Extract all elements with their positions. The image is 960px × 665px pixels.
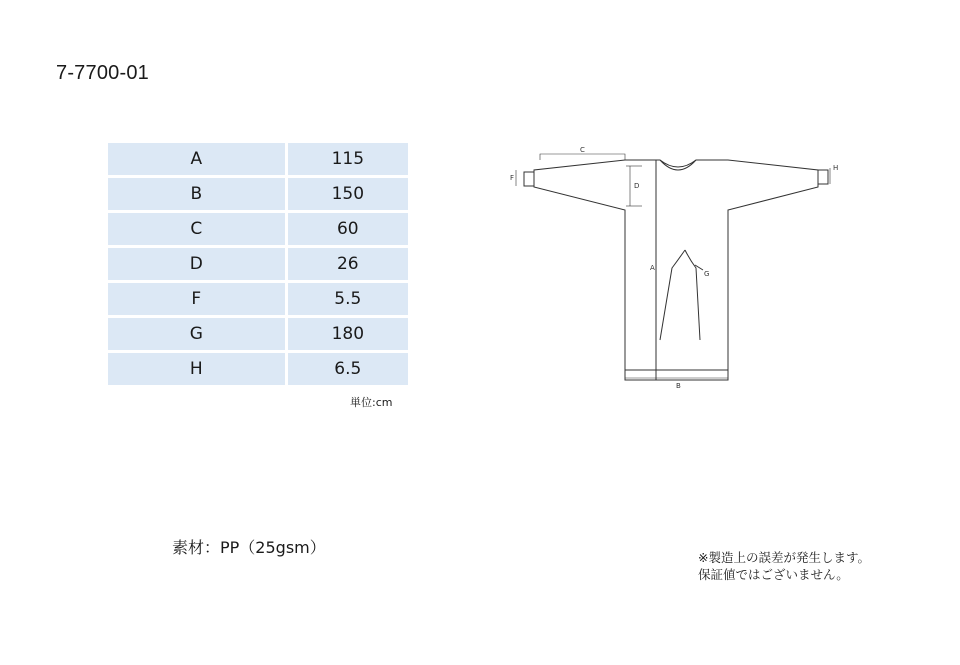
dimension-label: A <box>107 142 287 177</box>
dimension-value: 180 <box>286 317 409 352</box>
dim-label-b: B <box>676 382 681 390</box>
table-row <box>107 142 410 177</box>
table-row <box>107 177 410 212</box>
dimension-value: 26 <box>286 247 409 282</box>
dimension-label: G <box>107 317 287 352</box>
neckline <box>660 160 696 170</box>
spec-table <box>105 140 411 388</box>
dimension-value: 60 <box>286 212 409 247</box>
disclaimer-note <box>698 549 870 583</box>
dim-label-g: G <box>704 270 710 278</box>
note-line: 保証値ではございません。 <box>698 567 849 582</box>
note-line: ※製造上の誤差が発生します。 <box>698 550 870 565</box>
material-text: 素材：PP（25gsm） <box>172 538 326 557</box>
dimension-label: F <box>107 282 287 317</box>
waist-tie <box>660 250 700 340</box>
dimension-label: D <box>107 247 287 282</box>
table-row <box>107 317 410 352</box>
table-row <box>107 282 410 317</box>
dim-label-f: F <box>510 174 515 182</box>
dim-label-c: C <box>580 146 585 154</box>
gown-outline <box>534 160 818 380</box>
product-code: 7-7700-01 <box>56 62 149 84</box>
unit-label: 単位:cm <box>350 396 393 409</box>
dimension-value: 6.5 <box>286 352 409 387</box>
dim-label-h: H <box>833 164 839 172</box>
left-cuff <box>524 172 534 186</box>
table-row <box>107 212 410 247</box>
dimension-value: 115 <box>286 142 409 177</box>
dimension-value: 150 <box>286 177 409 212</box>
dimension-value: 5.5 <box>286 282 409 317</box>
right-cuff <box>818 170 828 184</box>
dim-label-d: D <box>634 182 640 190</box>
gown-diagram <box>500 140 840 400</box>
table-row <box>107 352 410 387</box>
dimension-label: H <box>107 352 287 387</box>
dimension-label: C <box>107 212 287 247</box>
dim-label-a: A <box>650 264 655 272</box>
dimension-label: B <box>107 177 287 212</box>
table-row <box>107 247 410 282</box>
